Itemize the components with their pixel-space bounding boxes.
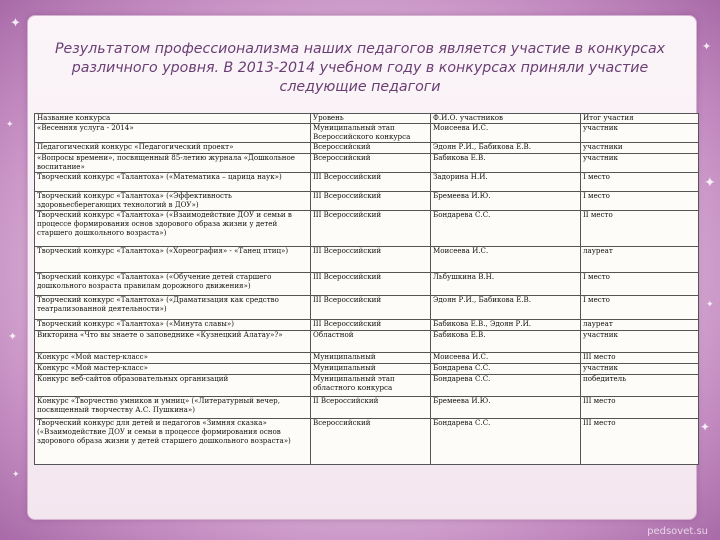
table-row (35, 330, 699, 352)
column-header-level: Уровень (311, 114, 431, 124)
participants-cell: Задорина Н.И. (431, 172, 581, 191)
slide-title: Результатом профессионализма наших педагогов является участие в конкурсах различного уровня. В 2013-2014 учебном году в конкурсах приняли участие следующие педагоги (54, 41, 666, 95)
table-row (35, 352, 699, 363)
column-header-result: Итог участия (581, 114, 699, 124)
sparkle-decoration: ✦ (6, 120, 14, 130)
table-row (35, 396, 699, 418)
participants-cell: Бремеева И.Ю. (431, 396, 581, 418)
column-header-participants: Ф.И.О. участников (431, 114, 581, 124)
result-cell: III место (581, 352, 699, 363)
table-row (35, 363, 699, 374)
level-cell: III Всероссийский (311, 295, 431, 319)
level-cell: Областной (311, 330, 431, 352)
result-cell: участники (581, 142, 699, 153)
level-cell: Всероссийский (311, 142, 431, 153)
result-cell: III место (581, 396, 699, 418)
participants-cell: Бабикова Е.В., Эдоян Р.И. (431, 319, 581, 330)
result-cell: победитель (581, 374, 699, 396)
level-cell: III Всероссийский (311, 210, 431, 246)
result-cell: II место (581, 210, 699, 246)
level-cell: III Всероссийский (311, 246, 431, 272)
result-cell: I место (581, 172, 699, 191)
table-row (35, 374, 699, 396)
participants-cell: Льбушкина В.Н. (431, 272, 581, 295)
contest-name-cell: Творческий конкурс «Талантоха» («Обучение детей старшего дошкольного возраста правилам дорожного движения») (35, 272, 311, 295)
table-row (35, 191, 699, 210)
table-row (35, 153, 699, 172)
result-cell: лауреат (581, 319, 699, 330)
participants-cell: Моисеева И.С. (431, 246, 581, 272)
level-cell: III Всероссийский (311, 172, 431, 191)
participants-cell: Бондарева С.С. (431, 363, 581, 374)
contest-name-cell: Творческий конкурс для детей и педагогов «Зимняя сказка» («Взаимодействие ДОУ и семьи в процессе формирования основ здорового образа жизни у детей старшего дошкольного возраста») (35, 418, 311, 464)
level-cell: III Всероссийский (311, 191, 431, 210)
table-row (35, 172, 699, 191)
participants-cell: Эдоян Р.И., Бабикова Е.В. (431, 295, 581, 319)
contest-name-cell: Педагогический конкурс «Педагогический проект» (35, 142, 311, 153)
result-cell: участник (581, 124, 699, 143)
participants-cell: Бабикова Е.В. (431, 153, 581, 172)
table-row (35, 142, 699, 153)
table-row (35, 319, 699, 330)
contest-name-cell: Конкурс «Мой мастер-класс» (35, 352, 311, 363)
column-header-name: Название конкурса (35, 114, 311, 124)
sparkle-decoration: ✦ (12, 470, 20, 480)
sparkle-decoration: ✦ (702, 40, 712, 53)
contest-name-cell: Конкурс «Творчество умников и умниц» («Литературный вечер, посвященный творчеству А.С. Пушкина») (35, 396, 311, 418)
contest-name-cell: Конкурс «Мой мастер-класс» (35, 363, 311, 374)
contest-name-cell: Творческий конкурс «Талантоха» («Хореография» - «Танец птиц») (35, 246, 311, 272)
contest-name-cell: «Весенняя услуга - 2014» (35, 124, 311, 143)
level-cell: Муниципальный (311, 363, 431, 374)
result-cell: участник (581, 330, 699, 352)
level-cell: III Всероссийский (311, 319, 431, 330)
contest-name-cell: Конкурс веб-сайтов образовательных организаций (35, 374, 311, 396)
table-row (35, 418, 699, 464)
table-row (35, 272, 699, 295)
sparkle-decoration: ✦ (700, 420, 711, 434)
sparkle-decoration: ✦ (706, 300, 714, 310)
contest-name-cell: «Вопросы времени», посвященный 85-летию журнала «Дошкольное воспитание» (35, 153, 311, 172)
sparkle-decoration: ✦ (8, 330, 18, 343)
contests-table (34, 113, 699, 465)
table-header-row (35, 114, 699, 124)
participants-cell: Моисеева И.С. (431, 124, 581, 143)
result-cell: I место (581, 191, 699, 210)
result-cell: лауреат (581, 246, 699, 272)
sparkle-decoration: ✦ (704, 175, 716, 191)
level-cell: Муниципальный этап Всероссийского конкурса (311, 124, 431, 143)
contest-name-cell: Творческий конкурс «Талантоха» («Минута славы») (35, 319, 311, 330)
participants-cell: Бондарева С.С. (431, 374, 581, 396)
level-cell: III Всероссийский (311, 272, 431, 295)
table-row (35, 210, 699, 246)
level-cell: II Всероссийский (311, 396, 431, 418)
table-row (35, 295, 699, 319)
result-cell: участник (581, 153, 699, 172)
watermark: pedsovet.su (647, 526, 708, 537)
participants-cell: Бабикова Е.В. (431, 330, 581, 352)
contest-name-cell: Творческий конкурс «Талантоха» («Драматизация как средство театрализованной деятельности») (35, 295, 311, 319)
participants-cell: Бондарева С.С. (431, 418, 581, 464)
participants-cell: Бондарева С.С. (431, 210, 581, 246)
result-cell: I место (581, 295, 699, 319)
result-cell: участник (581, 363, 699, 374)
level-cell: Муниципальный этап областного конкурса (311, 374, 431, 396)
contest-name-cell: Творческий конкурс «Талантоха» («Взаимодействие ДОУ и семьи в процессе формирования основ здорового образа жизни у детей старшего дошкольного возраста») (35, 210, 311, 246)
table-row (35, 124, 699, 143)
participants-cell: Эдоян Р.И., Бабикова Е.В. (431, 142, 581, 153)
participants-cell: Моисеева И.С. (431, 352, 581, 363)
level-cell: Всероссийский (311, 153, 431, 172)
result-cell: III место (581, 418, 699, 464)
result-cell: I место (581, 272, 699, 295)
contest-name-cell: Творческий конкурс «Талантоха» («Математика – царица наук») (35, 172, 311, 191)
sparkle-decoration: ✦ (10, 16, 21, 31)
contest-name-cell: Творческий конкурс «Талантоха» («Эффективность здоровьесберегающих технологий в ДОУ») (35, 191, 311, 210)
level-cell: Всероссийский (311, 418, 431, 464)
contest-name-cell: Викторина «Что вы знаете о заповеднике «Кузнецкий Алатау»?» (35, 330, 311, 352)
participants-cell: Бремеева И.Ю. (431, 191, 581, 210)
level-cell: Муниципальный (311, 352, 431, 363)
table-row (35, 246, 699, 272)
